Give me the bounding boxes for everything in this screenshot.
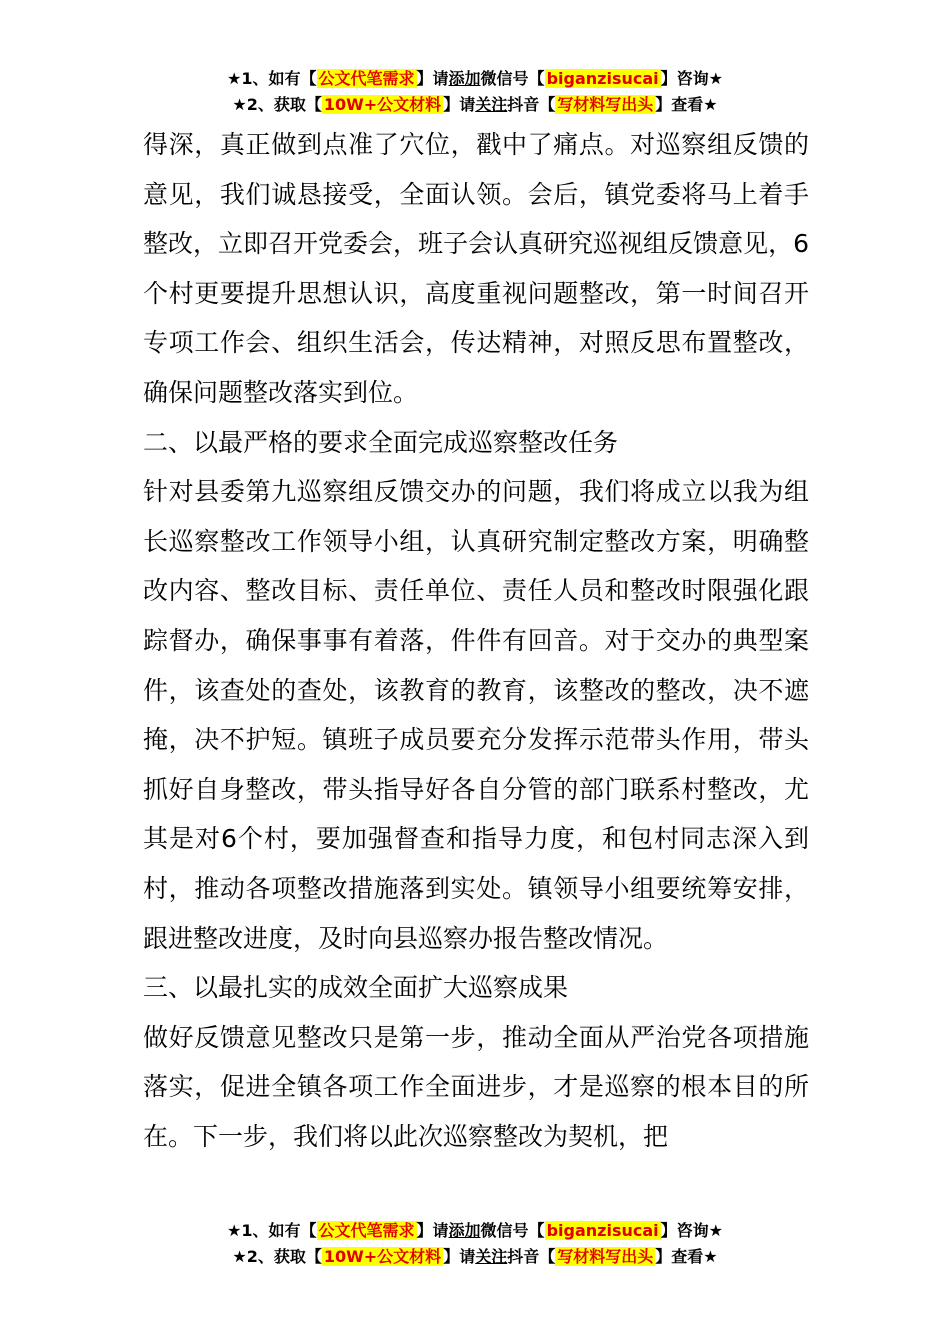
- banner-highlight: biganzisucai: [546, 69, 659, 88]
- banner-text: 】请: [443, 95, 476, 114]
- banner-line-1: [0, 1218, 950, 1244]
- banner-text: 】请: [443, 1247, 476, 1266]
- banner-highlight: 公文代笔需求: [318, 1221, 415, 1240]
- paragraph-2: 针对县委第九巡察组反馈交办的问题，我们将成立以我为组长巡察整改工作领导小组，认真研究制定整改方案，明确整改内容、整改目标、责任单位、责任人员和整改时限强化跟踪督办，确保事事有着落，件件有回音。对于交办的典型案件，该查处的查处，该教育的教育，该整改的整改，决不遮掩，决不护短。镇班子成员要充分发挥示范带头作用，带头抓好自身整改，带头指导好各自分管的部门联系村整改，尤其是对6个村，要加强督查和指导力度，和包村同志深入到村，推动各项整改措施落到实处。镇领导小组要统筹安排，跟进整改进度，及时向县巡察办报告整改情况。: [143, 477, 809, 953]
- banner-highlight: biganzisucai: [546, 1221, 659, 1240]
- banner-highlight: 写材料写出头: [557, 1247, 654, 1266]
- section-heading-3: 三、以最扎实的成效全面扩大巡察成果: [143, 973, 569, 1003]
- banner-highlight: 公文代笔需求: [318, 69, 415, 88]
- banner-underlined: 添加: [448, 1221, 481, 1240]
- banner-text: 】查看★: [655, 95, 718, 114]
- banner-highlight: 写材料写出头: [557, 95, 654, 114]
- section-heading-2: 二、以最严格的要求全面完成巡察整改任务: [143, 427, 619, 457]
- banner-text: 抖音【: [507, 95, 556, 114]
- banner-highlight: 10W+公文材料: [323, 1247, 442, 1266]
- banner-underlined: 添加: [448, 69, 481, 88]
- banner-text: 微信号【: [480, 1221, 545, 1240]
- banner-text: 】查看★: [655, 1247, 718, 1266]
- banner-text: 】咨询★: [660, 1221, 723, 1240]
- banner-text: 微信号【: [480, 69, 545, 88]
- banner-line-2: [0, 92, 950, 118]
- banner-text: ★1、如有【: [227, 69, 317, 88]
- banner-text: ★2、获取【: [232, 1247, 322, 1266]
- document-body: [143, 120, 809, 1161]
- banner-line-1: [0, 66, 950, 92]
- banner-underlined: 关注: [475, 1247, 508, 1266]
- banner-highlight: 10W+公文材料: [323, 95, 442, 114]
- banner-text: 】咨询★: [660, 69, 723, 88]
- banner-text: 】请: [416, 1221, 449, 1240]
- paragraph-3: 做好反馈意见整改只是第一步，推动全面从严治党各项措施落实，促进全镇各项工作全面进步，才是巡察的根本目的所在。下一步，我们将以此次巡察整改为契机，把: [143, 1022, 809, 1151]
- banner-text: ★1、如有【: [227, 1221, 317, 1240]
- banner-text: 】请: [416, 69, 449, 88]
- banner-underlined: 关注: [475, 95, 508, 114]
- banner-line-2: [0, 1244, 950, 1270]
- footer-banner: [0, 1218, 950, 1270]
- banner-text: 抖音【: [507, 1247, 556, 1266]
- banner-text: ★2、获取【: [232, 95, 322, 114]
- paragraph-1: 得深，真正做到点准了穴位，戳中了痛点。对巡察组反馈的意见，我们诚恳接受，全面认领。会后，镇党委将马上着手整改，立即召开党委会，班子会认真研究巡视组反馈意见，6个村更要提升思想认识，高度重视问题整改，第一时间召开专项工作会、组织生活会，传达精神，对照反思布置整改，确保问题整改落实到位。: [143, 130, 809, 407]
- header-banner: [0, 66, 950, 118]
